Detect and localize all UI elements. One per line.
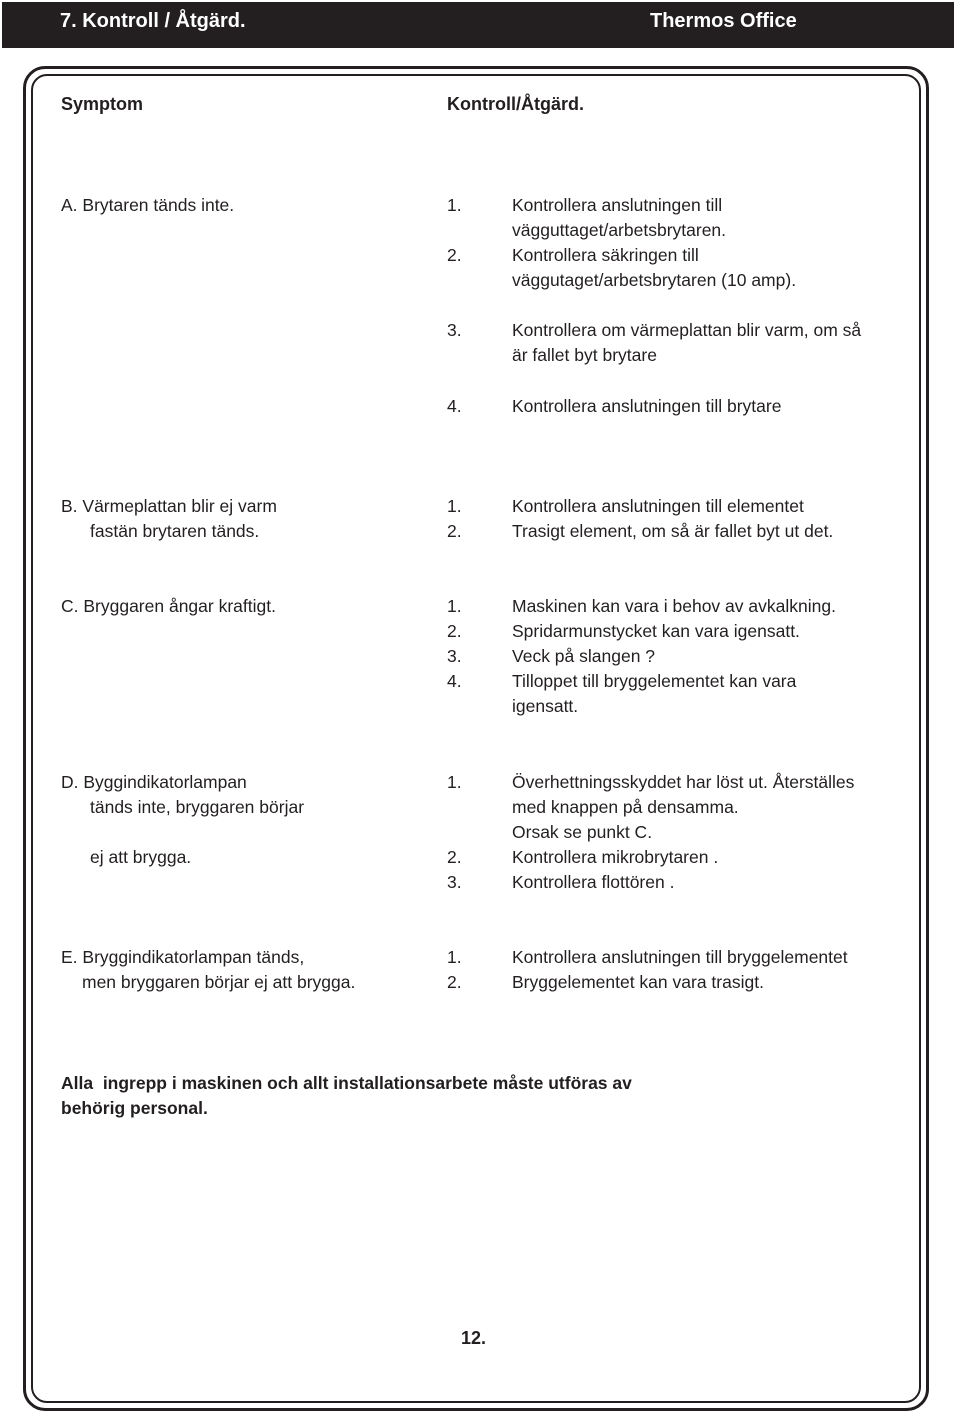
action-line: väggutaget/arbetsbrytaren (10 amp).: [512, 270, 797, 290]
symptom-e: E. Bryggindikatorlampan tänds,: [61, 947, 305, 967]
action-line: Kontrollera anslutningen till bryggelementet: [512, 947, 848, 967]
action-line: Trasigt element, om så är fallet byt ut det.: [512, 521, 834, 541]
symptom-b: B. Värmeplattan blir ej varm: [61, 496, 277, 516]
list-number: 3.: [447, 320, 462, 340]
action-line: med knappen på densamma.: [512, 797, 739, 817]
action-line: Maskinen kan vara i behov av avkalkning.: [512, 596, 836, 616]
symptom-c: C. Bryggaren ångar kraftigt.: [61, 596, 276, 616]
action-line: Bryggelementet kan vara trasigt.: [512, 972, 764, 992]
symptom-b-cont: fastän brytaren tänds.: [90, 521, 260, 541]
action-line: är fallet byt brytare: [512, 345, 657, 365]
list-number: 1.: [447, 496, 462, 516]
list-number: 3.: [447, 646, 462, 666]
warning-text: Alla ingrepp i maskinen och allt installationsarbete måste utföras av: [61, 1073, 632, 1093]
list-number: 1.: [447, 947, 462, 967]
brand-name: Thermos Office: [650, 10, 797, 32]
section-title: 7. Kontroll / Åtgärd.: [60, 10, 246, 32]
symptom-e-cont: men bryggaren börjar ej att brygga.: [82, 972, 356, 992]
action-line: Kontrollera om värmeplattan blir varm, om så: [512, 320, 862, 340]
action-line: Kontrollera anslutningen till elementet: [512, 496, 804, 516]
action-line: Spridarmunstycket kan vara igensatt.: [512, 621, 800, 641]
action-header: Kontroll/Åtgärd.: [447, 94, 584, 114]
symptom-header: Symptom: [61, 94, 144, 114]
action-line: igensatt.: [512, 696, 579, 716]
list-number: 2.: [447, 847, 462, 867]
action-line: Kontrollera anslutningen till brytare: [512, 396, 782, 416]
action-line: Kontrollera mikrobrytaren .: [512, 847, 719, 867]
action-line: Tilloppet till bryggelementet kan vara: [512, 671, 797, 691]
list-number: 4.: [447, 396, 462, 416]
list-number: 1.: [447, 772, 462, 792]
header-bar: [2, 2, 954, 48]
list-number: 1.: [447, 596, 462, 616]
page-number: 12.: [461, 1328, 487, 1348]
action-line: Kontrollera flottören .: [512, 872, 675, 892]
action-line: Kontrollera säkringen till: [512, 245, 699, 265]
action-line: Överhettningsskyddet har löst ut. Återställes: [512, 772, 855, 792]
list-number: 2.: [447, 972, 462, 992]
action-line: vägguttaget/arbetsbrytaren.: [512, 220, 727, 240]
action-line: Orsak se punkt C.: [512, 822, 653, 842]
symptom-d: D. Byggindikatorlampan: [61, 772, 247, 792]
symptom-a: A. Brytaren tänds inte.: [61, 195, 235, 215]
list-number: 1.: [447, 195, 462, 215]
symptom-d-cont: ej att brygga.: [90, 847, 192, 867]
action-line: Kontrollera anslutningen till: [512, 195, 723, 215]
warning-text-cont: behörig personal.: [61, 1098, 208, 1118]
list-number: 4.: [447, 671, 462, 691]
list-number: 2.: [447, 621, 462, 641]
symptom-d-cont: tänds inte, bryggaren börjar: [90, 797, 305, 817]
list-number: 2.: [447, 245, 462, 265]
action-line: Veck på slangen ?: [512, 646, 656, 666]
list-number: 3.: [447, 872, 462, 892]
list-number: 2.: [447, 521, 462, 541]
